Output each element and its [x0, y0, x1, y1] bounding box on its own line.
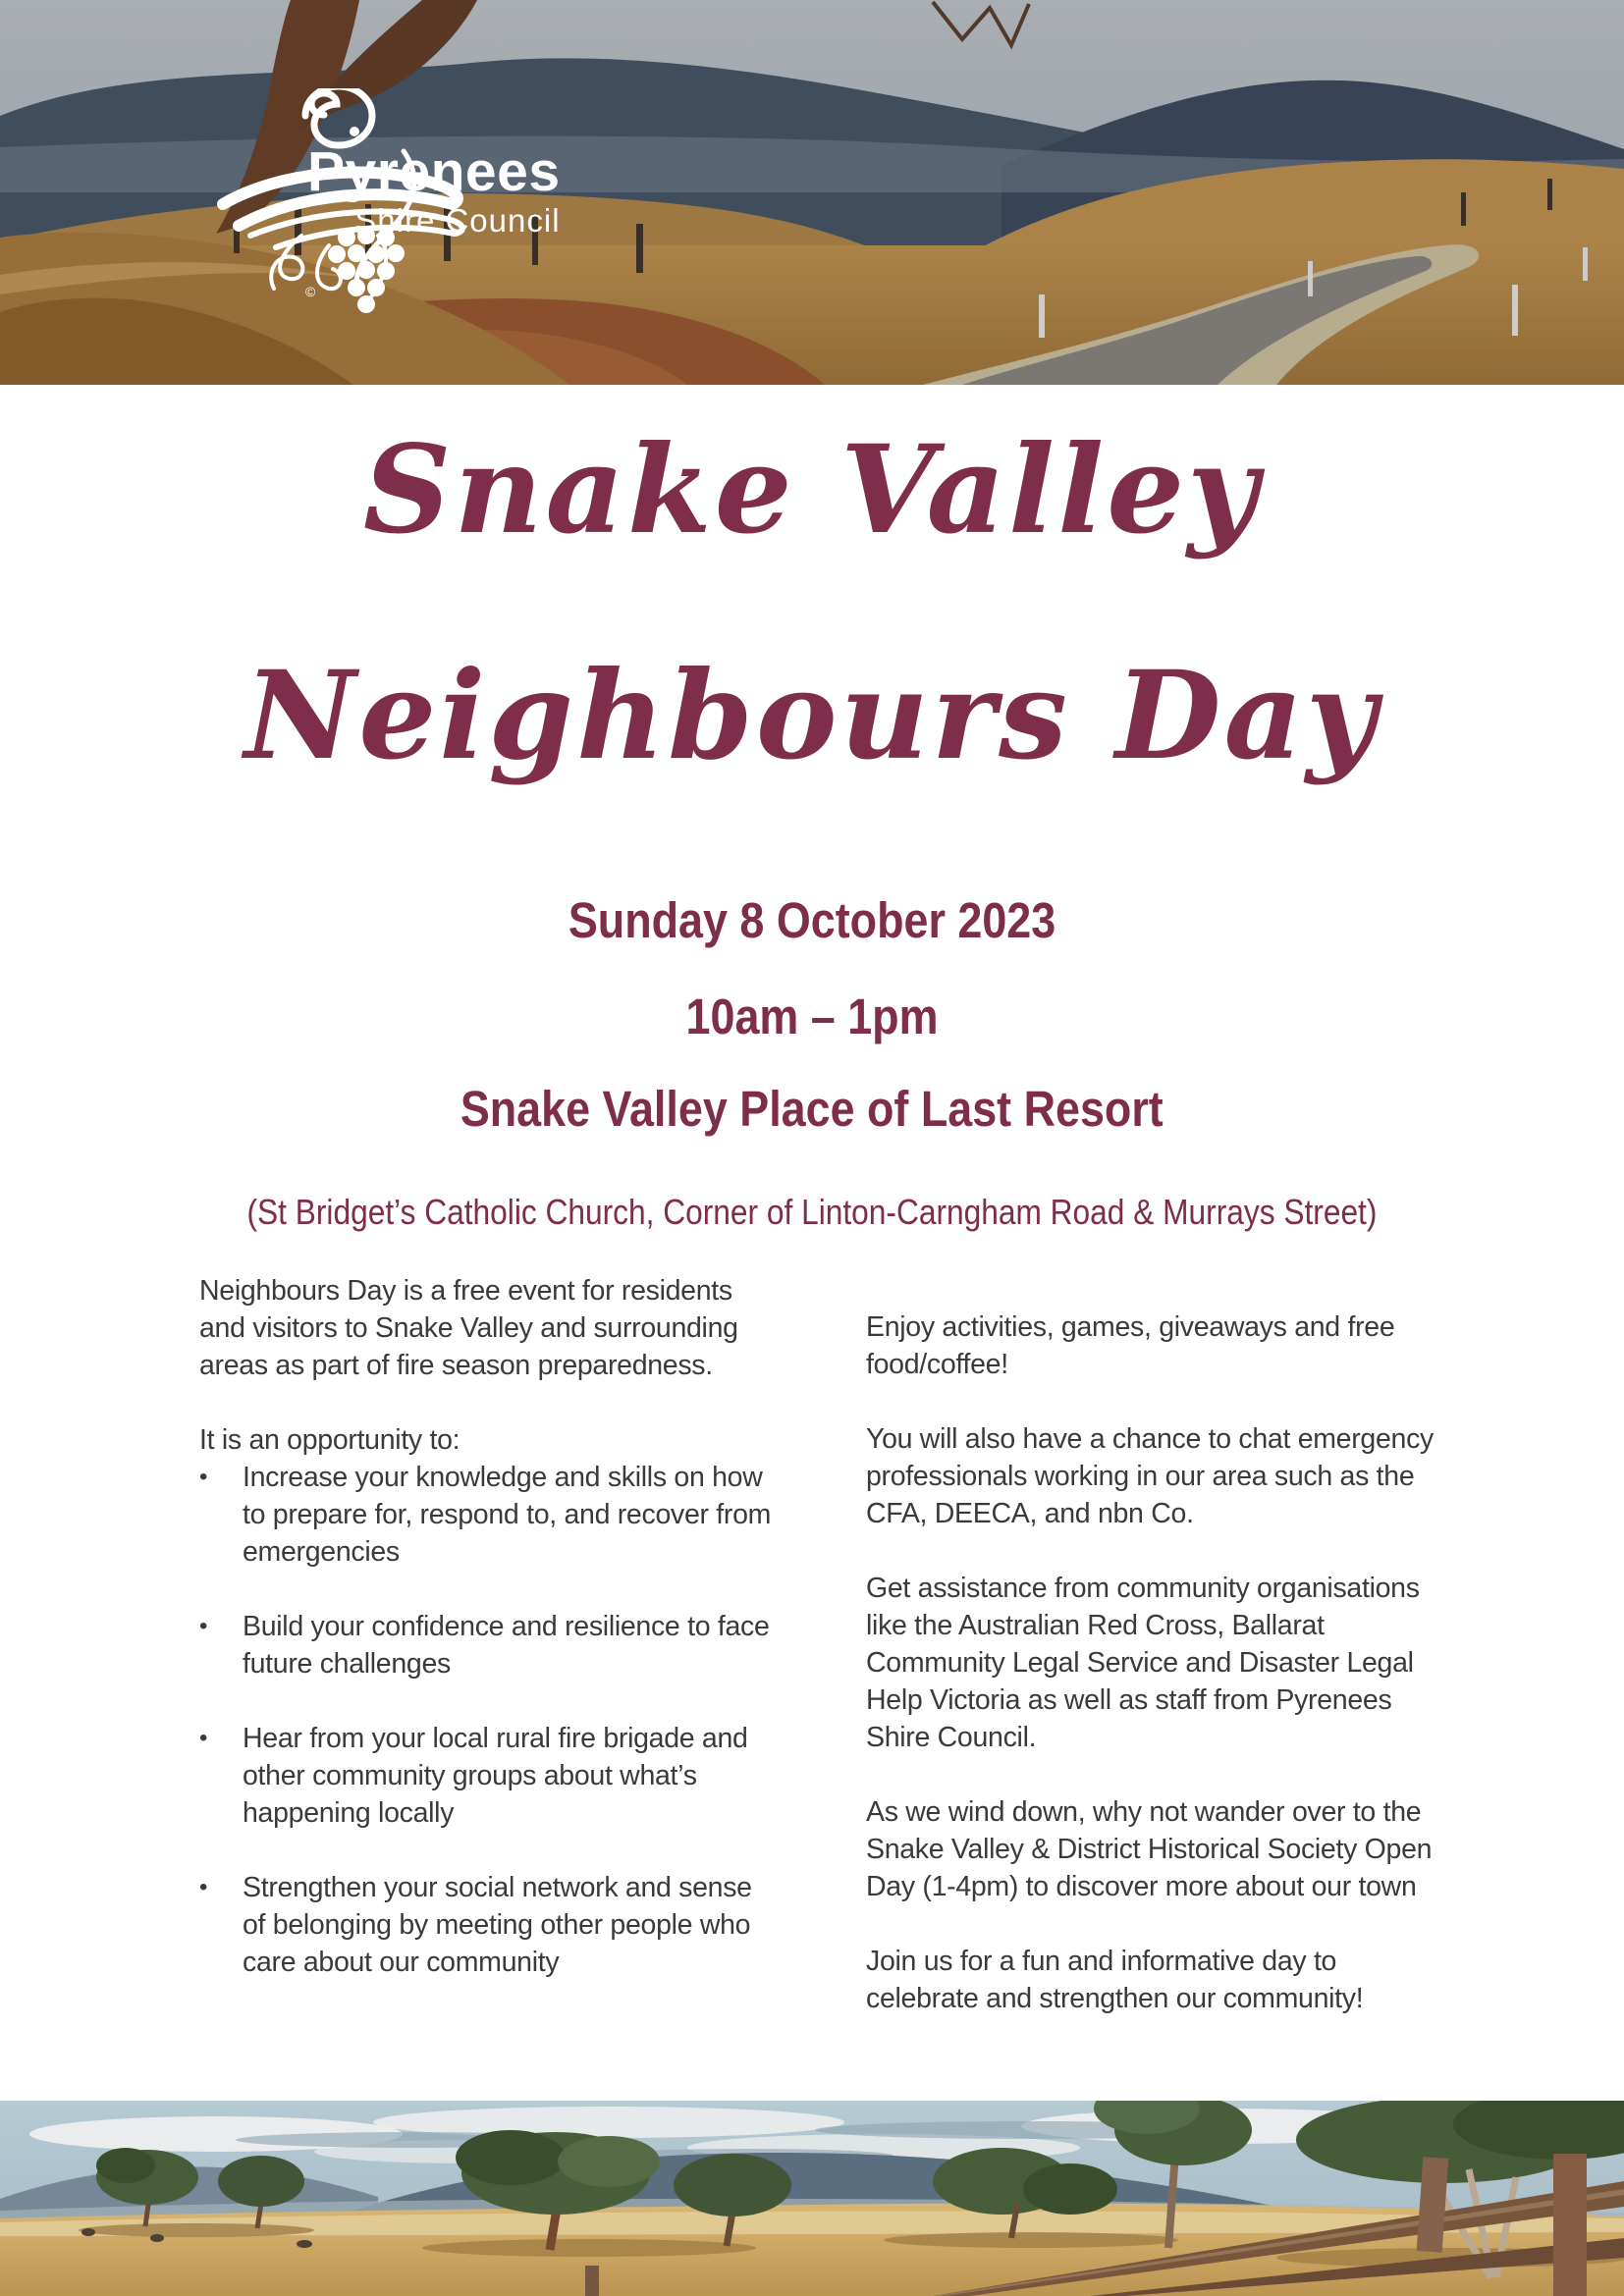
event-title-line2: Neighbours Day [244, 645, 1380, 787]
body-paragraph: You will also have a chance to chat emergency professionals working in our area such as the CFA, DEECA, and nbn Co. [866, 1423, 1434, 1529]
right-column [866, 1308, 1448, 2017]
logo-text [307, 142, 561, 240]
body-paragraph: Enjoy activities, games, giveaways and free food/coffee! [866, 1311, 1395, 1380]
body-paragraph: As we wind down, why not wander over to the Snake Valley & District Historical Society Open Day (1-4pm) to discover more about our town [866, 1796, 1433, 1902]
bullet-item [199, 1459, 782, 1571]
bullet-dot: • [199, 1464, 208, 1490]
event-time: 10am – 1pm [685, 988, 939, 1044]
bullet-item [199, 1869, 782, 1981]
body-paragraph: Join us for a fun and informative day to celebrate and strengthen our community! [866, 1946, 1364, 2014]
bullet-dot: • [199, 1874, 208, 1900]
bullet-text: Strengthen your social network and sense of belonging by meeting other people who care about our community [243, 1872, 752, 1978]
logo-copyright-mark: © [305, 284, 316, 299]
logo-council-name: Pyrenees [307, 140, 561, 203]
bullet-item [199, 1720, 782, 1832]
bullet-dot: • [199, 1725, 208, 1751]
bullet-dot: • [199, 1613, 208, 1639]
left-column [199, 1272, 782, 2017]
council-logo [83, 88, 614, 314]
bullet-item [199, 1608, 782, 1682]
paddock-trees-landscape-image [0, 2101, 1624, 2296]
logo-council-subtitle: Shire Council [354, 202, 561, 239]
intro-paragraph: Neighbours Day is a free event for residents and visitors to Snake Valley and surrounding areas as part of fire season preparedness. [199, 1275, 738, 1381]
event-title-line1: Snake Valley [362, 419, 1262, 561]
footer-landscape-photo [0, 2101, 1624, 2296]
opportunity-label: It is an opportunity to: [199, 1424, 460, 1456]
header-landscape-photo [0, 0, 1624, 385]
bullet-text: Hear from your local rural fire brigade and other community groups about what’s happening locally [243, 1723, 748, 1829]
body-paragraph: Get assistance from community organisations like the Australian Red Cross, Ballarat Community Legal Service and Disaster Legal Help Victoria as well as staff from Pyrenees Shire Council. [866, 1573, 1420, 1753]
body-columns [199, 1272, 1448, 2017]
bullet-text: Build your confidence and resilience to face future challenges [243, 1611, 770, 1680]
event-address: (St Bridget’s Catholic Church, Corner of Linton-Carngham Road & Murrays Street) [246, 1192, 1378, 1232]
event-venue: Snake Valley Place of Last Resort [460, 1081, 1164, 1137]
event-date: Sunday 8 October 2023 [568, 892, 1056, 948]
bullet-text: Increase your knowledge and skills on how to prepare for, respond to, and recover from emergencies [243, 1462, 772, 1568]
